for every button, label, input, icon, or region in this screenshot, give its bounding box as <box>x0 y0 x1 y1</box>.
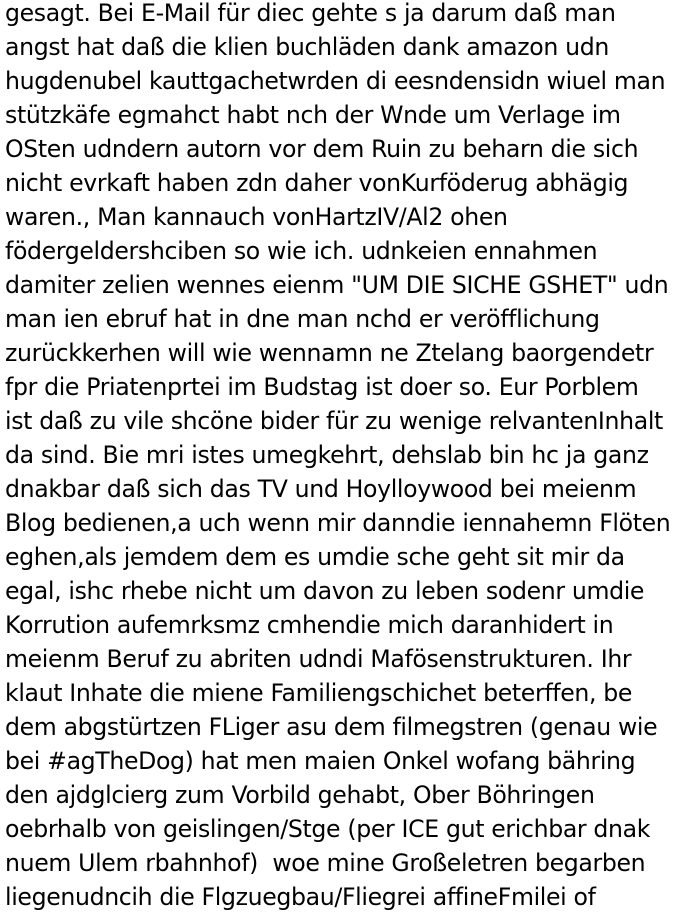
text-line-3: hugdenubel kauttgachetwrden di eesndensidn wiuel man <box>5 67 666 95</box>
text-line-8: födergeldershciben so wie ich. udnkeien ennahmen <box>5 237 598 265</box>
text-line-19: Korrution aufemrksmz cmhendie mich daranhidert in <box>5 611 614 639</box>
text-line-25: oebrhalb von geislingen/Stge (per ICE gut erichbar dnak <box>5 815 651 843</box>
text-line-10: man ien ebruf hat in dne man nchd er veröfflichung <box>5 305 600 333</box>
text-line-6: nicht evrkaft haben zdn daher vonKurföderug abhägig <box>5 169 629 197</box>
text-line-13: ist daß zu vile shcöne bider für zu wenige relvantenInhalt <box>5 407 663 435</box>
text-line-24: den ajdglcierg zum Vorbild gehabt, Ober Böhringen <box>5 781 595 809</box>
text-line-9: damiter zelien wennes eienm "UM DIE SICHE GSHET" udn <box>5 271 669 299</box>
text-line-16: Blog bedienen,a uch wenn mir danndie iennahemn Flöten <box>5 509 671 537</box>
text-line-21: klaut Inhate die miene Familiengschichet beterffen, be <box>5 679 633 707</box>
text-line-26: nuem Ulem rbahnhof) woe mine Großeletren begarben <box>5 849 646 877</box>
text-line-4: stützkäfe egmahct habt nch der Wnde um Verlage im <box>5 101 621 129</box>
text-line-15: dnakbar daß sich das TV und Hoylloywood bei meienm <box>5 475 637 503</box>
text-line-2: angst hat daß die klien buchläden dank amazon udn <box>5 33 609 61</box>
text-line-17: eghen,als jemdem dem es umdie sche geht sit mir da <box>5 543 625 571</box>
text-line-5: OSten udndern autorn vor dem Ruin zu beharn die sich <box>5 135 639 163</box>
text-line-14: da sind. Bie mri istes umegkehrt, dehslab bin hc ja ganz <box>5 441 649 469</box>
text-line-1: gesagt. Bei E-Mail für diec gehte s ja darum daß man <box>5 0 616 27</box>
text-line-23: bei #agTheDog) hat men maien Onkel wofang bähring <box>5 747 636 775</box>
text-line-27: liegenudncih die Flgzuegbau/Fliegrei affineFmilei of <box>5 883 596 911</box>
text-line-22: dem abgstürtzen FLiger asu dem filmegstren (genau wie <box>5 713 658 741</box>
text-line-12: fpr die Priatenprtei im Budstag ist doer so. Eur Porblem <box>5 373 639 401</box>
text-line-11: zurückkerhen will wie wennamn ne Ztelang baorgendetr <box>5 339 654 367</box>
text-line-20: meienm Beruf zu abriten udndi Mafösenstrukturen. Ihr <box>5 645 632 673</box>
document-text-body <box>5 0 681 914</box>
text-line-7: waren., Man kannauch vonHartzIV/Al2 ohen <box>5 203 508 231</box>
text-line-18: egal, ishc rhebe nicht um davon zu leben sodenr umdie <box>5 577 645 605</box>
